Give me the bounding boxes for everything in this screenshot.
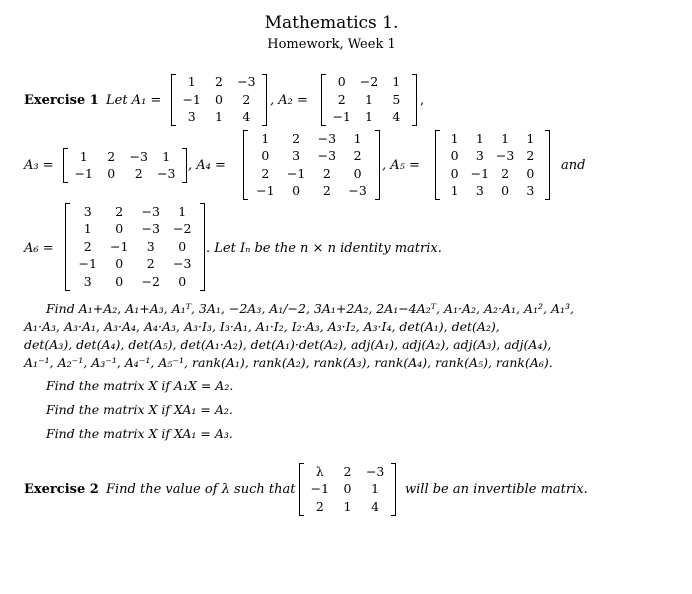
matrix-entry: 1 [450,130,459,146]
matrix-entry: 3 [475,183,484,198]
matrix-a6 [65,203,205,291]
matrix-row [70,148,180,166]
matrix-row [72,273,198,291]
find-line-3: Find the matrix X if XA₁ = A₃. [46,426,233,441]
matrix-entry: 0 [261,148,270,163]
matrix-entry: 3 [83,273,92,289]
matrix-entry: 2 [353,148,362,163]
matrix-entry: −3 [365,463,385,479]
matrix-entry: −2 [359,74,379,90]
matrix-entry: 3 [526,183,535,198]
left-bracket [171,74,176,126]
matrix-row [306,498,389,516]
exercise1-label: Exercise 1 [24,93,99,108]
exercise1-intro: Let A₁ = [106,93,162,108]
a6-label: A₆ = [24,241,54,256]
matrix-entry: 0 [115,273,124,289]
matrix-row [72,221,198,239]
matrix-row [72,203,198,221]
matrix-grid [70,148,180,183]
matrix-entry: 2 [322,165,331,181]
matrix-entry: 0 [178,273,187,289]
matrix-entry: −3 [348,183,367,198]
matrix-entry: 4 [242,109,251,125]
matrix-a5 [435,130,550,200]
matrix-entry: −1 [310,481,330,497]
matrix-entry: −1 [78,256,97,272]
matrix-entry: 0 [292,183,301,198]
a3-label: A₃ = [24,158,54,173]
matrix-entry: 2 [292,130,301,146]
matrix-entry: 2 [343,463,352,479]
matrix-entry: −3 [317,130,337,146]
matrix-entry: 2 [215,74,223,90]
matrix-row [442,130,543,148]
matrix-entry: 1 [187,74,196,90]
right-bracket [262,74,267,126]
matrix-row [306,481,389,499]
matrix-entry: 1 [343,498,352,514]
matrix-entry: −3 [237,74,256,90]
matrix-entry: 1 [365,109,373,125]
matrix-grid [250,130,373,200]
matrix-grid [306,463,389,516]
matrix-entry: 1 [83,221,92,237]
matrix-entry: 1 [450,183,459,198]
matrix-entry: −2 [141,273,160,289]
matrix-entry: 1 [526,130,535,146]
matrix-row [328,91,410,108]
page-subtitle: Homework, Week 1 [267,37,396,52]
matrix-entry: −3 [495,148,515,163]
left-bracket [299,463,304,516]
matrix-row [72,238,198,256]
matrix-row [70,166,180,184]
matrix-entry: −3 [157,166,176,181]
matrix-entry: 4 [371,498,380,514]
matrix-entry: −1 [286,165,306,181]
matrix-entry: −1 [470,165,490,181]
matrix-row [250,183,373,201]
matrix-entry: 1 [178,203,187,219]
right-bracket [412,74,417,126]
matrix-entry: 2 [134,166,143,181]
matrix-entry: 2 [146,256,155,272]
task-line-2: A₁·A₃, A₃·A₁, A₃·A₄, A₄·A₃, A₃·I₃, I₃·A₁, A₁·I₂, I₂·A₃, A₃·I₂, A₃·I₄, det(A₁), det(A₂), [24,319,500,334]
matrix-row [72,256,198,274]
right-bracket [391,463,396,516]
matrix-entry: 2 [322,183,331,198]
task-line-4: A₁⁻¹, A₂⁻¹, A₃⁻¹, A₄⁻¹, A₅⁻¹, rank(A₁), rank(A₂), rank(A₃), rank(A₄), rank(A₅), rank(A₆). [24,355,553,370]
matrix-grid [72,203,198,291]
matrix-entry: −1 [256,183,275,198]
separator-a5: , A₅ = [382,158,420,173]
matrix-row [250,165,373,183]
matrix-row [250,130,373,148]
right-bracket [375,130,380,200]
matrix-row [178,74,260,91]
matrix-entry: −1 [182,91,201,107]
matrix-entry: 2 [107,148,116,164]
matrix-entry: 2 [337,91,346,107]
comma-after-a2: , [420,93,425,108]
matrix-entry: 1 [365,91,373,107]
matrix-entry: 2 [315,498,324,514]
matrix-entry: 1 [215,109,223,125]
matrix-entry: λ [315,463,324,479]
left-bracket [243,130,248,200]
matrix-entry: −1 [74,166,93,181]
matrix-a3 [63,148,187,183]
matrix-entry: 2 [115,203,124,219]
matrix-a4 [243,130,380,200]
matrix-entry: 2 [501,165,510,181]
matrix-entry: 0 [107,166,116,181]
matrix-a2 [321,74,417,126]
matrix-entry: 0 [337,74,346,90]
and-word: and [561,158,586,173]
matrix-entry: 1 [475,130,484,146]
matrix-entry: 3 [292,148,301,163]
matrix-entry: 0 [353,165,362,181]
exercise2-label: Exercise 2 [24,482,99,497]
identity-text: . Let Iₙ be the n × n identity matrix. [206,241,442,256]
matrix-entry: 0 [115,221,124,237]
matrix-entry: −2 [173,221,192,237]
matrix-entry: −1 [110,238,129,254]
matrix-row [442,183,543,201]
page-title: Mathematics 1. [264,13,399,33]
right-bracket [545,130,550,200]
matrix-entry: 0 [526,165,535,181]
exercise2-text: Find the value of λ such that [106,482,296,497]
matrix-entry: 1 [501,130,510,146]
matrix-row [442,165,543,183]
task-line-1: Find A₁+A₂, A₁+A₃, A₁ᵀ, 3A₁, −2A₃, A₁/−2, 3A₁+2A₂, 2A₁−4A₂ᵀ, A₁·A₂, A₂·A₁, A₁², A₁³, [46,301,574,316]
matrix-entry: −3 [141,221,160,237]
matrix-entry: 1 [371,481,380,497]
task-line-3: det(A₃), det(A₄), det(A₅), det(A₁·A₂), det(A₁)·det(A₂), adj(A₁), adj(A₂), adj(A₃), adj(A₄), [24,337,552,352]
matrix-entry: −3 [129,148,148,164]
matrix-row [250,148,373,166]
exercise2-after: will be an invertible matrix. [405,482,588,497]
matrix-entry: −3 [173,256,192,272]
matrix-entry: 3 [475,148,484,163]
matrix-entry: 1 [261,130,270,146]
matrix-entry: 3 [187,109,196,125]
separator-a4: , A₄ = [188,158,226,173]
left-bracket [321,74,326,126]
matrix-lambda [299,463,396,516]
matrix-entry: 2 [261,165,270,181]
matrix-entry: 0 [115,256,124,272]
matrix-entry: 3 [83,203,92,219]
find-line-1: Find the matrix X if A₁X = A₂. [46,378,234,393]
matrix-entry: 0 [501,183,510,198]
right-bracket [182,148,187,183]
matrix-entry: 1 [353,130,362,146]
matrix-entry: 0 [215,91,223,107]
matrix-a1 [171,74,267,126]
matrix-grid [328,74,410,126]
matrix-row [442,148,543,166]
left-bracket [63,148,68,183]
matrix-row [328,109,410,126]
matrix-entry: −3 [317,148,337,163]
left-bracket [65,203,70,291]
matrix-entry: 2 [526,148,535,163]
matrix-grid [442,130,543,200]
matrix-entry: 4 [392,109,401,125]
matrix-entry: 1 [392,74,401,90]
matrix-entry: 0 [343,481,352,497]
matrix-entry: 5 [392,91,401,107]
matrix-entry: 0 [450,165,459,181]
matrix-entry: 3 [146,238,155,254]
right-bracket [200,203,205,291]
matrix-entry: 1 [162,148,171,164]
matrix-entry: 0 [450,148,459,163]
matrix-grid [178,74,260,126]
matrix-row [178,109,260,126]
matrix-row [306,463,389,481]
matrix-entry: 0 [178,238,187,254]
matrix-row [178,91,260,108]
matrix-entry: 2 [83,238,92,254]
matrix-entry: 1 [79,148,88,164]
separator-a2: , A₂ = [270,93,308,108]
matrix-entry: −3 [141,203,160,219]
matrix-entry: 2 [242,91,251,107]
matrix-entry: −1 [332,109,351,125]
left-bracket [435,130,440,200]
find-line-2: Find the matrix X if XA₁ = A₂. [46,402,233,417]
matrix-row [328,74,410,91]
